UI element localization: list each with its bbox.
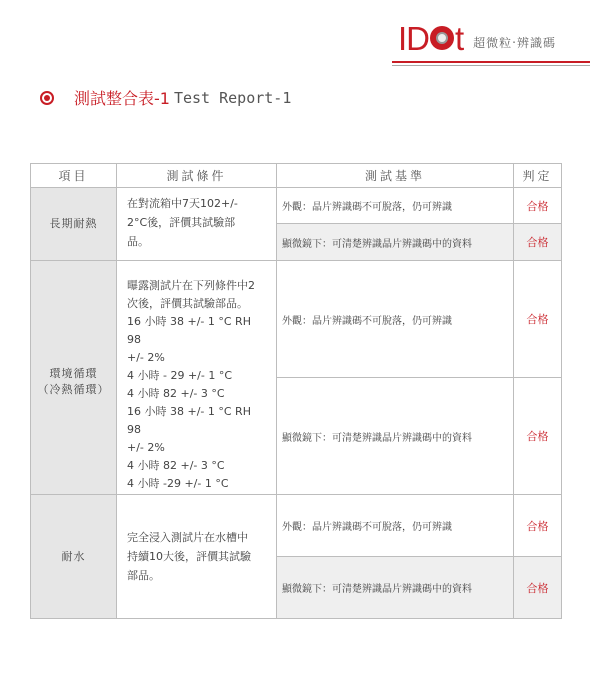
bullet-icon	[40, 91, 54, 105]
result-cell: 合格	[514, 224, 562, 261]
standard-cell: 顯微鏡下：可清楚辨識晶片辨識碼中的資料	[277, 557, 514, 619]
table-row	[31, 495, 562, 557]
brand-logo	[398, 22, 556, 56]
condition-cell: 完全浸入測試片在水槽中 持續10大後，評價其試驗 部品。	[117, 495, 277, 619]
condition-cell: 在對流箱中7天102+/- 2°C後，評價其試驗部 品。	[117, 188, 277, 261]
title-english: Test Report-1	[173, 88, 292, 107]
logo-mark: ID t	[398, 20, 464, 57]
result-cell: 合格	[514, 188, 562, 224]
result-cell: 合格	[514, 557, 562, 619]
item-cell: 環境循環 （冷熱循環）	[31, 261, 117, 495]
table-header-row	[31, 164, 562, 188]
standard-cell: 外觀：晶片辨識碼不可脫落，仍可辨識	[277, 495, 514, 557]
item-cell: 耐水	[31, 495, 117, 619]
test-report-table	[30, 163, 562, 619]
table-row	[31, 188, 562, 224]
page-title	[40, 86, 291, 109]
condition-cell: 曝露測試片在下列條件中2 次後，評價其試驗部品。 16 小時 38 +/- 1 °C RH 98 +/- 2% 4 小時 - 29 +/- 1 °C 4 小時 82 +/- 3 °C 16 小時 38 +/- 1 °C RH 98 +/- 2% 4 小時 82 +/- 3 °C 4 小時 -29 +/- 1 °C	[117, 261, 277, 495]
header-standard: 測試基準	[277, 164, 514, 188]
header-rule-thin	[392, 65, 590, 66]
logo-eye-icon	[430, 26, 454, 50]
header-rule	[392, 61, 590, 63]
result-cell: 合格	[514, 495, 562, 557]
standard-cell: 外觀：晶片辨識碼不可脫落，仍可辨識	[277, 261, 514, 378]
standard-cell: 顯微鏡下：可清楚辨識晶片辨識碼中的資料	[277, 224, 514, 261]
header-item: 項目	[31, 164, 117, 188]
table-row	[31, 261, 562, 378]
result-cell: 合格	[514, 378, 562, 495]
header-result: 判定	[514, 164, 562, 188]
header-condition: 測試條件	[117, 164, 277, 188]
title-chinese: 測試整合表-1	[74, 89, 170, 108]
result-cell: 合格	[514, 261, 562, 378]
item-cell: 長期耐熱	[31, 188, 117, 261]
standard-cell: 顯微鏡下：可清楚辨識晶片辨識碼中的資料	[277, 378, 514, 495]
standard-cell: 外觀：晶片辨識碼不可脫落，仍可辨識	[277, 188, 514, 224]
logo-tagline: 超微粒‧辨識碼	[473, 35, 556, 50]
